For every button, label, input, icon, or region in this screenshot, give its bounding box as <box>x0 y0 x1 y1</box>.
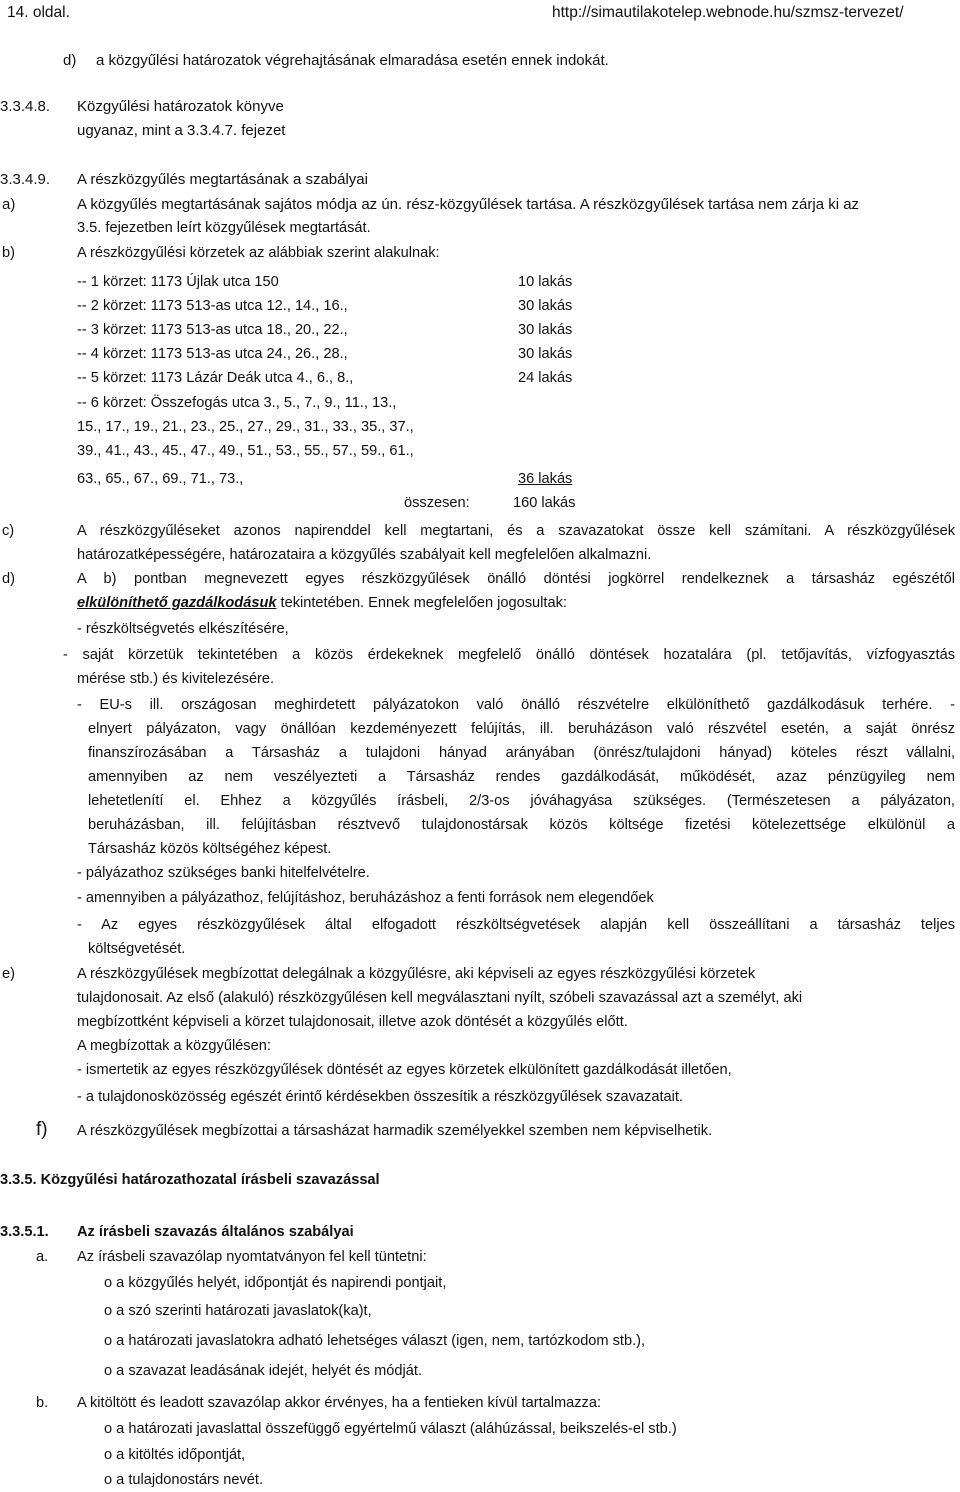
item-text: A részközgyűléseket azonos napirenddel kell megtartani, és a szavazatokat össze kell számítani. A részközgyűlések <box>77 523 955 539</box>
section-title: A részközgyűlés megtartásának a szabályai <box>77 171 368 188</box>
item-text: A részközgyűlések megbízottat delegálnak a közgyűlésre, aki képviseli az egyes részközgyűlési körzetek <box>77 966 756 982</box>
list-item: - amennyiben a pályázathoz, felújításhoz, beruházáshoz a fenti források nem elegendőek <box>77 890 654 906</box>
item-text: A megbízottak a közgyűlésen: <box>77 1038 271 1054</box>
list-item: - részköltségvetés elkészítésére, <box>77 621 289 637</box>
item-text: a közgyűlési határozatok végrehajtásának elmaradása esetén ennek indokát. <box>96 52 609 69</box>
item-text: megbízottként képviseli a körzet tulajdonosait, illetve azok döntését a közgyűlés előtt. <box>77 1014 628 1030</box>
item-label: c) <box>2 523 15 539</box>
section-number: 3.3.4.8. <box>0 98 51 115</box>
district-name: -- 5 körzet: 1173 Lázár Deák utca 4., 6., 8., <box>77 370 354 386</box>
district-count: 30 lakás <box>518 346 573 362</box>
item-label: b. <box>36 1395 49 1411</box>
list-item: o a kitöltés időpontját, <box>104 1447 246 1463</box>
district-name: 63., 65., 67., 69., 71., 73., <box>77 471 244 487</box>
emphasis-text: elkülöníthető gazdálkodásuk <box>77 595 277 611</box>
item-text <box>77 594 567 613</box>
item-text: határozatképességére, határozataira a közgyűlés szabályait kell megfelelően alkalmazni. <box>77 547 652 563</box>
item-text: A részközgyűlések megbízottai a társasházat harmadik személyekkel szemben nem képviselhetik. <box>77 1123 713 1139</box>
item-label: f) <box>36 1119 48 1140</box>
district-count: 30 lakás <box>518 322 573 338</box>
list-item: o a közgyűlés helyét, időpontját és napirendi pontjait, <box>104 1275 447 1291</box>
item-label: a) <box>2 196 16 213</box>
item-text: Az írásbeli szavazólap nyomtatványon fel kell tüntetni: <box>77 1249 427 1265</box>
list-item: - saját körzetük tekintetében a közös érdekeknek megfelelő önálló döntések hozatalára (pl. tetőjavítás, vízfogyasztás <box>63 647 955 663</box>
list-item: o a szó szerinti határozati javaslatok(ka)t, <box>104 1303 372 1319</box>
list-item: - Az egyes részközgyűlések által elfogadott részköltségvetések alapján kell összeállítani a társasház teljes <box>77 917 955 933</box>
list-item: költségvetését. <box>88 941 186 957</box>
item-text: tulajdonosait. Az első (alakuló) részközgyűlésen kell megválasztani nyílt, szóbeli szavazással azt a személyt, aki <box>77 990 803 1006</box>
list-item: o a határozati javaslattal összefüggő egyértelmű választ (aláhúzással, beikszelés-el stb.) <box>104 1421 677 1437</box>
district-name: -- 1 körzet: 1173 Újlak utca 150 <box>77 274 279 290</box>
total-label: összesen: <box>404 495 470 511</box>
section-heading: 3.3.5. Közgyűlési határozathozatal írásbeli szavazással <box>0 1172 380 1188</box>
item-text: A közgyűlés megtartásának sajátos módja az ún. rész-közgyűlések tartása. A részközgyűlések tartása nem zárja ki az <box>77 196 860 213</box>
section-number: 3.3.4.9. <box>0 171 51 188</box>
page-number: 14. oldal. <box>7 4 70 21</box>
list-item: mérése stb.) és kivitelezésére. <box>77 671 275 687</box>
item-text-rest: tekintetében. Ennek megfelelően jogosultak: <box>276 595 567 611</box>
district-count: 10 lakás <box>518 274 573 290</box>
section-number: 3.3.5.1. <box>0 1224 49 1240</box>
item-text: 3.5. fejezetben leírt közgyűlések megtartását. <box>77 220 371 236</box>
item-label: e) <box>2 966 15 982</box>
item-text: A részközgyűlési körzetek az alábbiak szerint alakulnak: <box>77 245 440 261</box>
list-item: o a szavazat leadásának idejét, helyét és módját. <box>104 1363 423 1379</box>
list-item: - a tulajdonosközösség egészét érintő kérdésekben összesítik a részközgyűlések szavazatait. <box>77 1089 683 1105</box>
list-item: amennyiben az nem veszélyezteti a Társasház rendes gazdálkodását, működését, azaz pénzügyileg nem <box>88 769 955 785</box>
section-text: ugyanaz, mint a 3.3.4.7. fejezet <box>77 122 286 139</box>
district-name: -- 2 körzet: 1173 513-as utca 12., 14., 16., <box>77 298 348 314</box>
item-label: d) <box>2 571 15 587</box>
list-item: finanszírozásában a Társasház a tulajdoni hányad arányában (önrész/tulajdoni hányad) köteles részt vállalni, <box>88 745 955 761</box>
district-name: 39., 41., 43., 45., 47., 49., 51., 53., 55., 57., 59., 61., <box>77 443 414 459</box>
list-item: - EU-s ill. országosan meghirdetett pályázatokon való önálló részvételre elkülöníthető gazdálkodásuk terhére. - <box>77 697 955 713</box>
district-count: 30 lakás <box>518 298 573 314</box>
district-name: -- 3 körzet: 1173 513-as utca 18., 20., 22., <box>77 322 348 338</box>
section-title: Az írásbeli szavazás általános szabályai <box>77 1224 354 1240</box>
item-text: A b) pontban megnevezett egyes részközgyűlések önálló döntési jogkörrel rendelkeznek a társasház egészétől <box>77 571 955 587</box>
district-name: 15., 17., 19., 21., 23., 25., 27., 29., 31., 33., 35., 37., <box>77 419 414 435</box>
list-item: elnyert pályázaton, vagy önállóan kezdeményezett felújítás, ill. beruházáson való részvétel esetén, a saját önrész <box>88 721 955 737</box>
list-item: lehetetlenítí el. Ehhez a közgyűlés írásbeli, 2/3-os jóváhagyása szükséges. (Természetesen a pályázaton, <box>88 793 955 809</box>
item-label: b) <box>2 245 15 261</box>
page-url: http://simautilakotelep.webnode.hu/szmsz-tervezet/ <box>552 4 904 21</box>
list-item: - pályázathoz szükséges banki hitelfelvételre. <box>77 865 370 881</box>
item-label: a. <box>36 1249 49 1265</box>
list-item: Társasház közös költségéhez képest. <box>88 841 332 857</box>
district-count: 36 lakás <box>518 471 573 487</box>
district-count: 24 lakás <box>518 370 573 386</box>
list-item: - ismertetik az egyes részközgyűlések döntését az egyes körzetek elkülönített gazdálkodását illetően, <box>77 1062 732 1078</box>
item-label: d) <box>63 52 77 69</box>
district-name: -- 4 körzet: 1173 513-as utca 24., 26., 28., <box>77 346 348 362</box>
item-text: A kitöltött és leadott szavazólap akkor érvényes, ha a fentieken kívül tartalmazza: <box>77 1395 602 1411</box>
district-name: -- 6 körzet: Összefogás utca 3., 5., 7., 9., 11., 13., <box>77 395 397 411</box>
list-item: beruházásban, ill. felújításban résztvevő tulajdonostársak közös költsége fizetési kötelezettsége elkülönül a <box>88 817 955 833</box>
list-item: o a tulajdonostárs nevét. <box>104 1472 264 1488</box>
list-item: o a határozati javaslatokra adható lehetséges választ (igen, nem, tartózkodom stb.), <box>104 1333 646 1349</box>
section-title: Közgyűlési határozatok könyve <box>77 98 284 115</box>
total-count: 160 lakás <box>513 495 576 511</box>
